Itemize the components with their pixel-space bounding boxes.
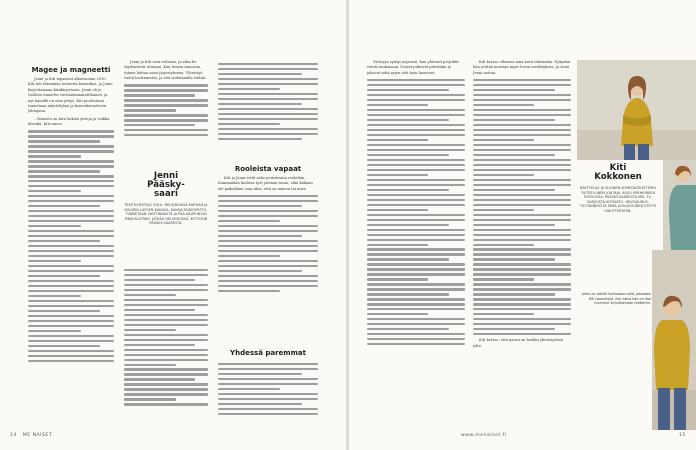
photo-jenni [577,60,696,160]
profile-bio: NÄYTTELIJÄ JA SUOMEN KOMEDIATEATTERIN TAITEELLINEN JOHTAJA. ASUU PERHEINEEN ESPOOSSA. PÄÄSKY-SAARESTA MM. TV-SARJOISTA KOTIKATU. HEVISAURUS-TUOTANNOISTA SEKÄ JUHLAVUODEN ESITYS OIKUTTEESEEN. [579,186,657,213]
profile-name-line: Pääsky- [147,180,185,190]
profile-jenni [124,172,208,226]
left-column-3-bottom [218,360,318,426]
body-paragraph: – Minusta on kiva keksiä juttuja ja vaikka ideoida, Kiti sanoo. [28,116,110,127]
left-column-2-bottom [124,266,208,426]
body-paragraph: Kiti kertoo olleensa aina kova tekemään. Nykyään hän yrittää muistaa myös levon merkityksen, ja siinä Jenni auttaa. [473,60,571,75]
left-column-3-mid [218,176,318,326]
left-column-1 [28,77,114,425]
section-heading-rooleista: Rooleista vapaat [234,165,302,173]
right-column-1 [367,60,465,426]
right-footer-url: www.menaiset.fi [461,433,507,438]
profile-name-line: Jenni [153,171,179,181]
body-paragraph: Jenni ja Kiti ovat erilaisia, ja siksi he täydentävät toisiaan. Kun toinen innostuu, toinen laittaa asiat järjestykseen. Yhteistyö vaatii luottamusta, ja sitä molemmilla riittää. [124,60,207,81]
profile-name-line: Kiti [609,163,627,173]
photo-kiti-top [663,160,696,250]
right-page-number: 15 [679,433,686,438]
left-column-3-top [218,60,318,160]
body-paragraph: Ystävyys syntyi nopeasti, kun yhteiset projektit veivät mukanaan. Naiset puhuvat päivittäin ja jakavat sekä arjen että työn haasteet. [367,60,459,75]
right-column-2 [473,60,571,426]
body-paragraph: Kiti kertoo, että nauru on heidän yhteistyönsä ydin. [473,338,563,348]
left-page [0,0,347,450]
profile-kiti [577,164,659,213]
photo-duo-illustration [652,250,696,430]
right-page [349,0,696,450]
body-paragraph: Kiti ja Jenni eivät usko perinteisiin rooleihin. Kummankin kodissa työt jaetaan tasan, eikä kukaan ole paikallaan vain siksi, että on nainen tai mies. [218,176,313,191]
text-lines [28,130,114,361]
profile-name-line: saari [154,189,178,199]
left-footer [10,433,52,438]
profile-name-line: Kokkonen [594,172,642,182]
photo-jenni-illustration [577,60,696,160]
profile-bio: TEKSTIVIESTEJÄ OULU. HELSINGISSÄ MATKAN JA KOLMEN LAPSEN KANSSA. KANSA-TAIDEOPISTO, TUNNETAAN VIESTINNÄSTÄ JA PÄÄ-KAUPUNGIN PIKKUSUUTARI. JATKAA HELSINGISSÄ. KOTOISIN PÄÄSKY-SAARESTA. [124,203,208,225]
section-heading-magee: Magee ja magneetti [31,66,111,74]
photo-caption: Jenni on välillä huolissaan siitä, jaksaako Kiti rauhoittua. Sen takia hän on itse ruvennut kirjoittamaan teatteriin. [581,292,651,305]
left-page-number: 14 [10,433,17,438]
section-heading-yhdessa: Yhdessä paremmat [230,349,306,357]
photo-kiti-top-illustration [663,160,696,250]
body-paragraph: Jenni ja Kiti tapasivat alkuvuonna 2010. Kiti tuli tekemään teatterin komediaa, ja Jenni kirjoittamaan käsikirjoitusta. Jenni oli jo tuolloin tunnettu viestintäammattilainen, ja nyt hänellä on oma yritys. Kiti puolestaan tunnetaan näyttelijänä ja komediateatterin johtajana. [28,77,113,114]
photo-duo [652,250,696,430]
left-column-2-top [124,60,208,170]
left-footer-title: ME NAISET [22,433,53,438]
